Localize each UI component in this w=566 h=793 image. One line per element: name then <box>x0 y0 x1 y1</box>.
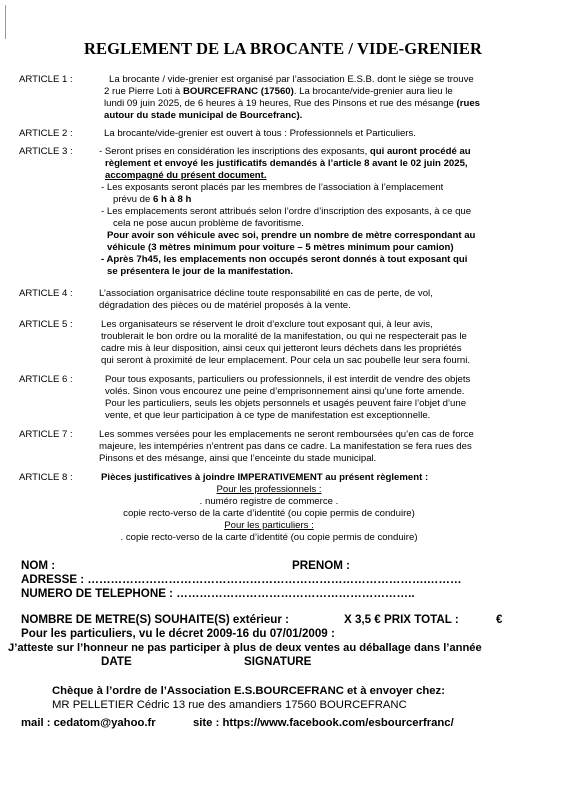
decret-text: Pour les particuliers, vu le décret 2009-16 du 07/01/2009 : <box>21 627 335 640</box>
article-subheading: Pour les professionnels : <box>216 483 322 495</box>
article-body <box>101 319 549 367</box>
article-1 <box>19 74 549 124</box>
article-2 <box>19 128 549 142</box>
signature-label: SIGNATURE <box>244 655 312 668</box>
article-body <box>104 74 549 122</box>
article-text-bold: 6 h à 8 h <box>153 193 192 205</box>
adresse-field: ADRESSE : …………………………………………………………………………….……… <box>21 573 462 586</box>
prenom-field-label: PRENOM : <box>292 559 350 572</box>
article-text: vente, et que leur participation à ce type de manifestation est exceptionnelle. <box>105 409 431 421</box>
article-text: Pinsons et des mésange, ainsi que l’enceinte du stade municipal. <box>99 452 377 464</box>
telephone-field: NUMERO DE TELEPHONE : …………………………………………………….. <box>21 587 415 600</box>
article-body <box>99 288 549 312</box>
article-text-bold: règlement et envoyé les justificatifs demandés à l’article 8 avant le 02 juin 2025, <box>105 157 468 169</box>
facebook-link[interactable]: site : https://www.facebook.com/esbourcerfranc/ <box>193 717 454 729</box>
article-text: copie recto-verso de la carte d’identité (ou copie permis de conduire) <box>123 507 415 519</box>
article-text-bold: BOURCEFRANC (17560) <box>182 85 294 97</box>
article-6 <box>19 374 549 424</box>
article-subheading: Pour les particuliers : <box>224 519 314 531</box>
article-text: cela ne pose aucun problème de favoritisme. <box>113 217 304 229</box>
article-text: . La brocante/vide-grenier aura lieu le <box>293 85 453 97</box>
article-text: Pour tous exposants, particuliers ou professionnels, il est interdit de vendre des objets <box>105 374 471 385</box>
article-label: ARTICLE 6 : <box>19 374 73 385</box>
article-text: - Les emplacements seront attribués selon l’ordre d’inscription des exposants, à ce que <box>101 205 472 217</box>
date-label: DATE <box>101 655 132 668</box>
article-label: ARTICLE 1 : <box>19 74 73 85</box>
article-body <box>104 128 549 140</box>
article-label: ARTICLE 8 : <box>19 472 73 483</box>
article-label: ARTICLE 5 : <box>19 319 73 330</box>
article-text: Les organisateurs se réservent le droit d’exclure tout exposant qui, à leur avis, <box>101 319 433 330</box>
article-8 <box>19 472 549 546</box>
attestation-text: J’atteste sur l’honneur ne pas participer à plus de deux ventes au déballage dans l’année <box>8 642 482 654</box>
article-5 <box>19 319 549 369</box>
article-4 <box>19 288 549 314</box>
metres-field-label: NOMBRE DE METRE(S) SOUHAITE(S) extérieur : <box>21 613 289 626</box>
article-text: L’association organisatrice décline toute responsabilité en cas de perte, de vol, <box>99 288 433 299</box>
article-text-bold: Pièces justificatives à joindre IMPERATIVEMENT au présent règlement : <box>101 472 429 483</box>
article-text: 2 rue Pierre Loti à <box>104 85 183 97</box>
article-label: ARTICLE 4 : <box>19 288 73 299</box>
article-text-bold: véhicule (3 mètres minimum pour voiture – 5 mètres minimum pour camion) <box>107 241 454 253</box>
article-3 <box>19 146 549 282</box>
article-text-bold: Pour avoir son véhicule avec soi, prendre un nombre de mètre correspondant au <box>107 229 476 241</box>
article-label: ARTICLE 2 : <box>19 128 73 139</box>
article-text: dégradation des pièces ou de matériel proposés à la vente. <box>99 299 351 311</box>
article-text-bold: autour du stade municipal de Bourcefranc). <box>104 109 303 121</box>
article-7 <box>19 429 549 467</box>
article-text: cadre mis à leur disposition, ainsi ceux qui jetteront leurs déchets dans les propriétés <box>101 342 462 354</box>
article-text: . copie recto-verso de la carte d’identité (ou copie permis de conduire) <box>120 531 418 543</box>
article-body <box>99 429 549 465</box>
article-text-bold: se présentera le jour de la manifestation. <box>107 265 294 277</box>
article-text: troublerait le bon ordre ou la moralité de la manifestation, ou qui ne respecterait pas le <box>101 330 467 342</box>
article-text: - Seront prises en considération les inscriptions des exposants, <box>99 146 370 157</box>
article-text: Pour les particuliers, seuls les objets personnels et usagés peuvent faire l’objet d’une <box>105 397 467 409</box>
article-body <box>105 374 549 422</box>
article-text: prévu de <box>113 193 154 205</box>
article-text: qui seront à proximité de leur emplacement. Pour cela un sac poubelle leur sera fourni. <box>101 354 471 366</box>
article-label: ARTICLE 3 : <box>19 146 73 157</box>
article-body <box>99 146 549 278</box>
article-text-bold: accompagné du présent document. <box>105 169 267 181</box>
contact-email[interactable]: mail : cedatom@yahoo.fr <box>21 717 156 729</box>
article-text: majeure, les intempéries n’entrent pas dans ce cadre. La manifestation se fera rues des <box>99 440 472 452</box>
article-text: - Les exposants seront placés par les membres de l’association à l’emplacement <box>101 181 444 193</box>
article-text: La brocante / vide-grenier est organisé par l’association E.S.B. dont le siège se trouve <box>109 74 474 85</box>
page-title: REGLEMENT DE LA BROCANTE / VIDE-GRENIER <box>84 39 482 58</box>
mailing-address: MR PELLETIER Cédric 13 rue des amandiers 17560 BOURCEFRANC <box>52 699 407 711</box>
article-text: volés. Sinon vous encourez une peine d’emprisonnement ainsi qu’une forte amende. <box>105 385 465 397</box>
article-text-bold: qui auront procédé au <box>369 146 471 157</box>
article-text: La brocante/vide-grenier est ouvert à tous : Professionnels et Particuliers. <box>104 128 416 139</box>
article-body <box>99 472 439 544</box>
prix-total-label: X 3,5 € PRIX TOTAL : <box>344 613 459 626</box>
nom-field-label: NOM : <box>21 559 56 572</box>
cheque-instructions: Chèque à l’ordre de l’Association E.S.BOURCEFRANC et à envoyer chez: <box>52 685 445 697</box>
article-text: Les sommes versées pour les emplacements ne seront remboursées qu’en cas de force <box>99 429 474 440</box>
euro-symbol: € <box>496 613 503 626</box>
article-text-bold: - Après 7h45, les emplacements non occupés seront donnés à tout exposant qui <box>101 253 468 265</box>
article-text: lundi 09 juin 2025, de 6 heures à 19 heures, Rue des Pinsons et rue des mésange <box>104 97 457 109</box>
article-label: ARTICLE 7 : <box>19 429 73 440</box>
article-text-bold: (rues <box>456 97 481 109</box>
page-edge-line <box>5 5 6 39</box>
article-text: . numéro registre de commerce . <box>199 495 339 507</box>
